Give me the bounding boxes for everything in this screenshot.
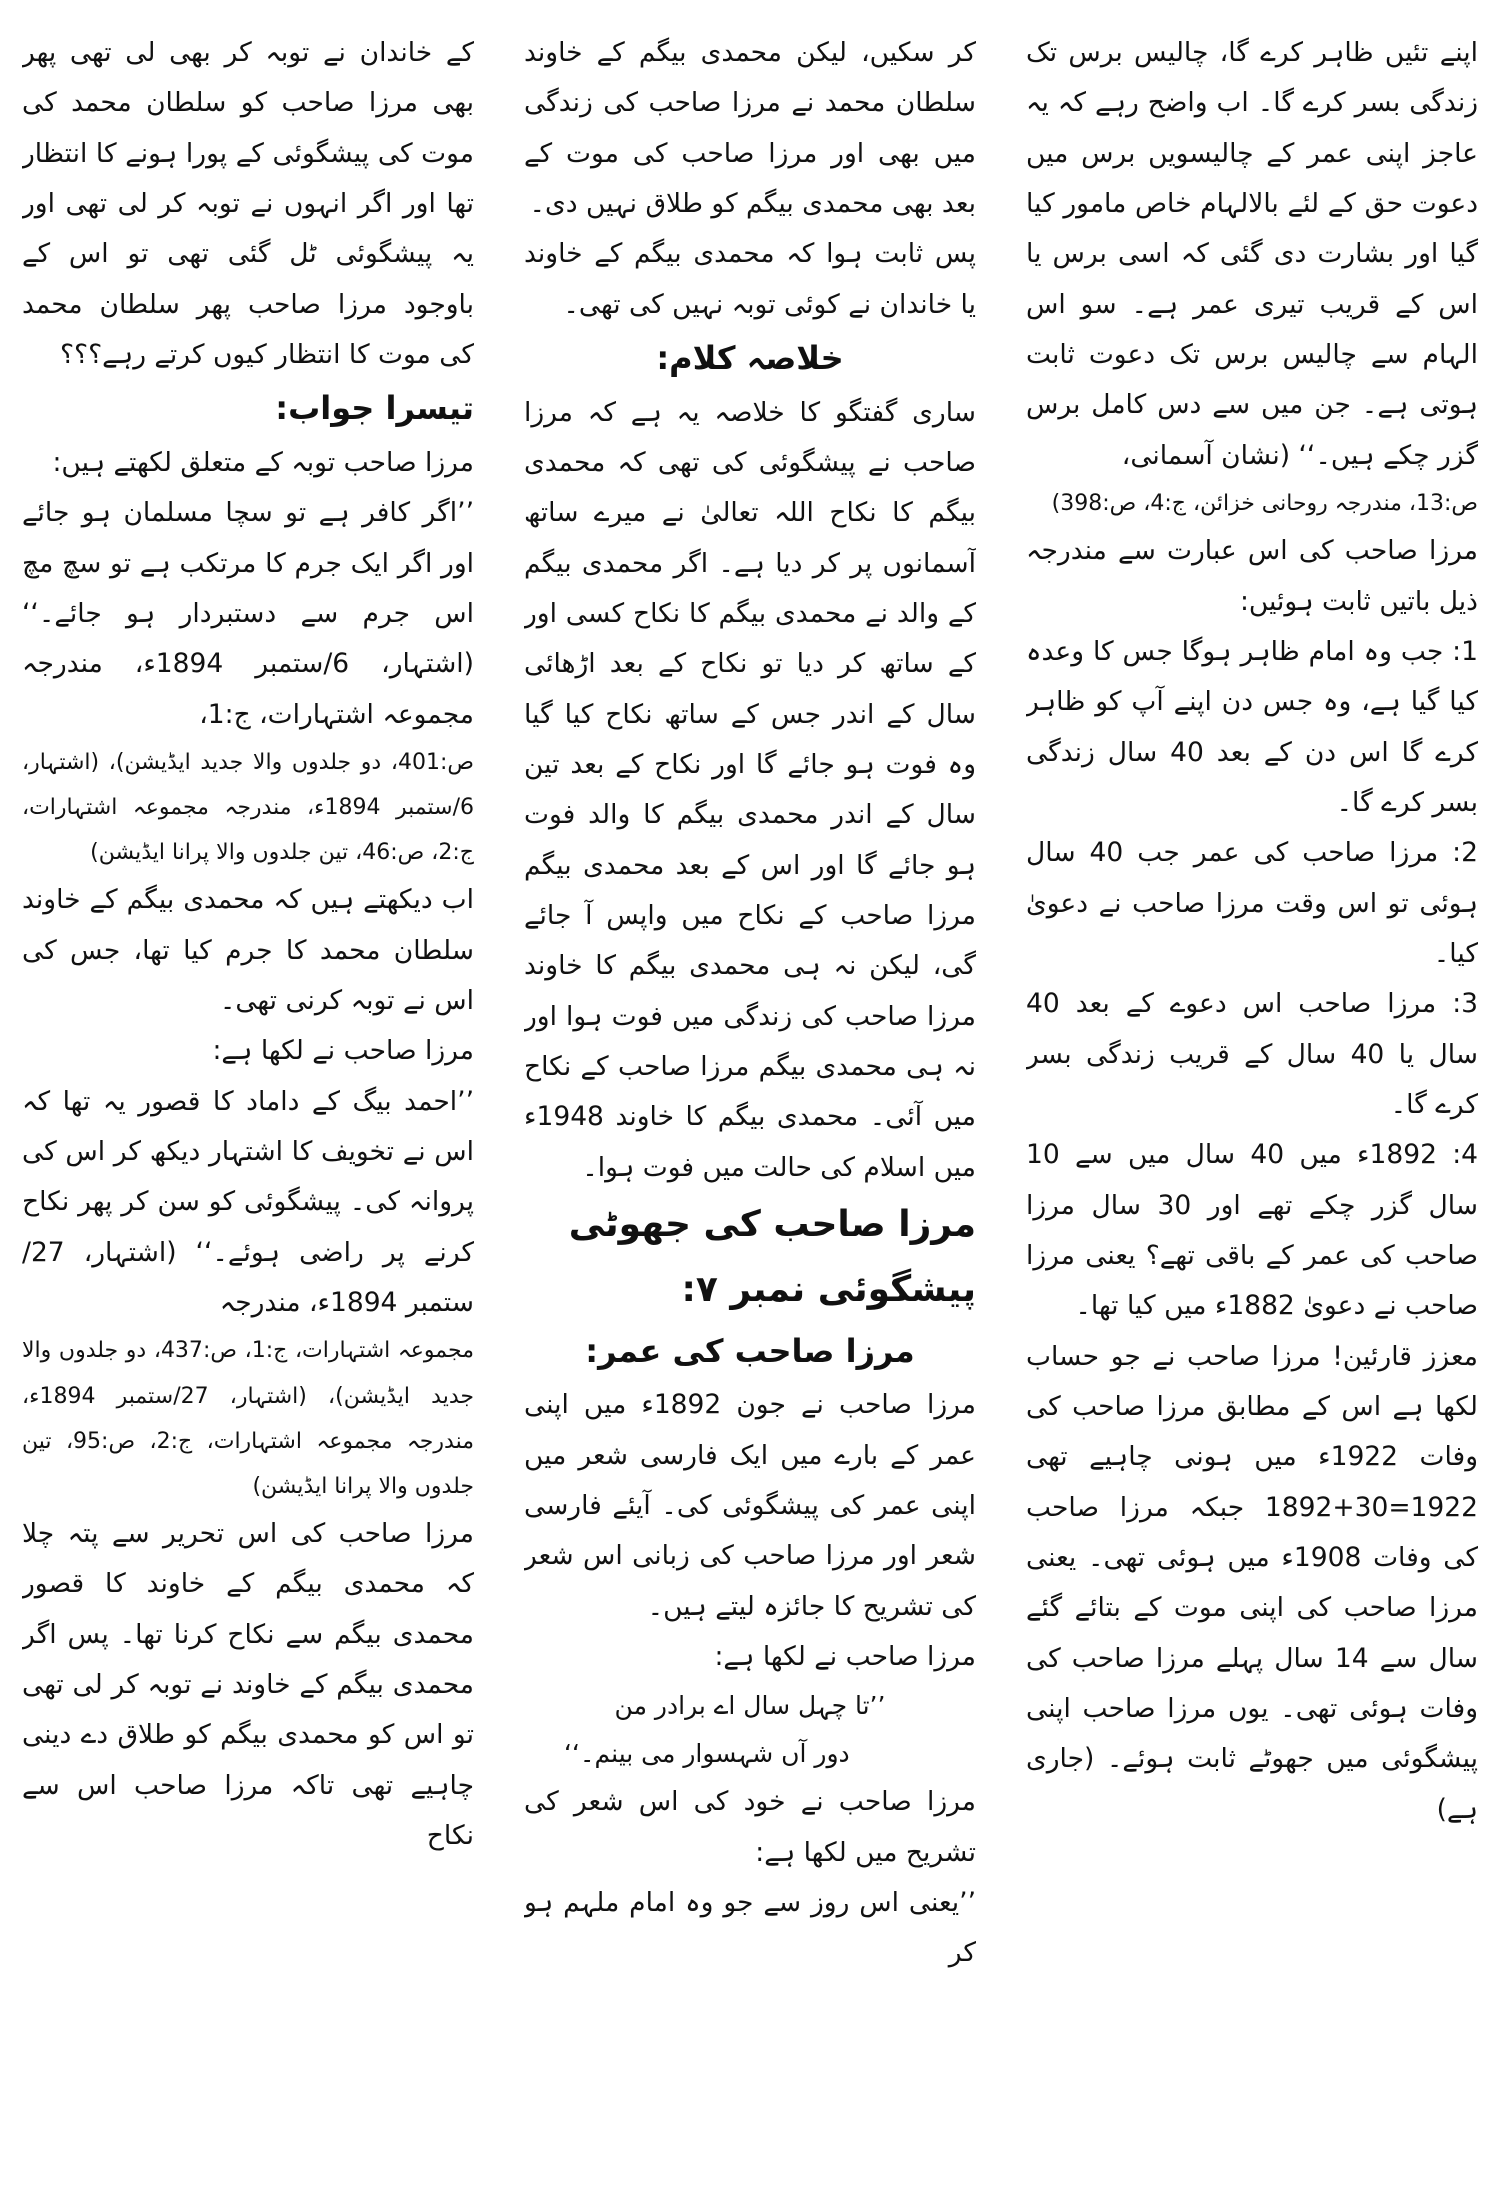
paragraph: مرزا صاحب کی اس تحریر سے پتہ چلا کہ محمدی بیگم کے خاوند کا قصور محمدی بیگم سے نکاح کرنا تھا۔ پس اگر محمدی بیگم کے خاوند نے توبہ کر لی تھی تو اس کو محمدی بیگم کو طلاق دے دینی چاہیے تھی تاکہ مرزا صاحب اس سے نکاح xyxy=(22,1517,474,1851)
paragraph: کے خاندان نے توبہ کر بھی لی تھی پھر بھی مرزا صاحب کو سلطان محمد کی موت کی پیشگوئی کے پورا ہونے کا انتظار تھا اور اگر انہوں نے توبہ کر لی تھی اور یہ پیشگوئی ٹل گئی تھی تو اس کے باوجود مرزا صاحب پھر سلطان محمد کی موت کا انتظار کیوں کرتے رہے؟؟؟ xyxy=(22,37,474,371)
paragraph: مرزا صاحب نے لکھا ہے: xyxy=(714,1641,976,1673)
column-left xyxy=(1026,28,1478,2180)
verse-line: ’’تا چہل سال اے برادر من xyxy=(614,1691,886,1721)
quotation: ’’اگر کافر ہے تو سچا مسلمان ہو جائے اور اگر ایک جرم کا مرتکب ہے تو سچ مچ اس جرم سے دستبردار ہو جائے۔‘‘ (اشتہار، 6/ستمبر 1894ء، مندرجہ مجموعہ اشتہارات، ج:1، xyxy=(22,497,474,730)
paragraph: مرزا صاحب توبہ کے متعلق لکھتے ہیں: xyxy=(52,447,474,478)
column-middle xyxy=(524,28,976,2180)
paragraph: مرزا صاحب نے جون 1892ء میں اپنی عمر کے بارے میں ایک فارسی شعر میں اپنی عمر کی پیشگوئی کی۔ آیئے فارسی شعر اور مرزا صاحب کی زبانی اس شعر کی تشریح کا جائزہ لیتے ہیں۔ xyxy=(524,1389,976,1622)
paragraph: معزز قارئین! مرزا صاحب نے جو حساب لکھا ہے اس کے مطابق مرزا صاحب کی وفات 1922ء میں ہونی چاہیے تھی 1922=30+1892 جبکہ مرزا صاحب کی وفات 1908ء میں ہوئی تھی۔ یعنی مرزا صاحب کی اپنی موت کے بتائے گئے سال سے 14 سال پہلے مرزا صاحب کی وفات ہوئی تھی۔ یوں مرزا صاحب اپنی پیشگوئی میں جھوٹے ثابت ہوئے۔ (جاری ہے) xyxy=(1026,1340,1478,1825)
quotation: اپنے تئیں ظاہر کرے گا، چالیس برس تک زندگی بسر کرے گا۔ اب واضح رہے کہ یہ عاجز اپنی عمر کے چالیسویں برس میں دعوت حق کے لئے بالالہام خاص مامور کیا گیا اور بشارت دی گئی کہ اسی برس یا اس کے قریب تیری عمر ہے۔ سو اس الہام سے چالیس برس تک دعوت ثابت ہوتی ہے۔ جن میں سے دس کامل برس گزر چکے ہیں۔‘‘ (نشان آسمانی، xyxy=(1026,37,1478,471)
verse-line: دور آں شہسوار می بینم۔‘‘ xyxy=(564,1738,850,1768)
list-item: 2: مرزا صاحب کی عمر جب 40 سال ہوئی تو اس وقت مرزا صاحب نے دعویٰ کیا۔ xyxy=(1026,837,1478,969)
quotation: ’’یعنی اس روز سے جو وہ امام ملہم ہو کر xyxy=(524,1887,976,1969)
section-heading: تیسرا جواب: xyxy=(275,389,474,428)
column-right xyxy=(22,28,474,2180)
paragraph: پس ثابت ہوا کہ محمدی بیگم کے خاوند یا خاندان نے کوئی توبہ نہیں کی تھی۔ xyxy=(524,238,976,320)
list-item: 4: 1892ء میں 40 سال میں سے 10 سال گزر چکے تھے اور 30 سال مرزا صاحب کی عمر کے باقی تھے؟ یعنی مرزا صاحب نے دعویٰ 1882ء میں کیا تھا۔ xyxy=(1026,1139,1478,1322)
paragraph: مرزا صاحب نے خود کی اس شعر کی تشریح میں لکھا ہے: xyxy=(524,1786,976,1868)
paragraph: ساری گفتگو کا خلاصہ یہ ہے کہ مرزا صاحب نے پیشگوئی کی تھی کہ محمدی بیگم کا نکاح اللہ تعالیٰ نے میرے ساتھ آسمانوں پر کر دیا ہے۔ اگر محمدی بیگم کے والد نے محمدی بیگم کا نکاح کسی اور کے ساتھ کر دیا تو نکاح کے بعد اڑھائی سال کے اندر جس کے ساتھ نکاح کیا گیا وہ فوت ہو جائے گا اور نکاح کے بعد تین سال کے اندر محمدی بیگم کا والد فوت ہو جائے گا اور اس کے بعد محمدی بیگم مرزا صاحب کے نکاح میں واپس آ جائے گی، لیکن نہ ہی محمدی بیگم کا خاوند مرزا صاحب کی زندگی میں فوت ہوا اور نہ ہی محمدی بیگم مرزا صاحب کے نکاح میں آئی۔ محمدی بیگم کا خاوند 1948ء میں اسلام کی حالت میں فوت ہوا۔ xyxy=(524,396,976,1183)
paragraph: مرزا صاحب کی اس عبارت سے مندرجہ ذیل باتیں ثابت ہوئیں: xyxy=(1026,535,1478,617)
list-item: 3: مرزا صاحب اس دعوے کے بعد 40 سال یا 40 سال کے قریب زندگی بسر کرے گا۔ xyxy=(1026,988,1478,1120)
list-item: 1: جب وہ امام ظاہر ہوگا جس کا وعدہ کیا گیا ہے، وہ جس دن اپنے آپ کو ظاہر کرے گا اس دن کے بعد 40 سال زندگی بسر کرے گا۔ xyxy=(1026,635,1478,818)
citation: ص:401، دو جلدوں والا جدید ایڈیشن)، (اشتہار، 6/ستمبر 1894ء، مندرجہ مجموعہ اشتہارات، ج:2، ص:46، تین جلدوں والا پرانا ایڈیشن) xyxy=(22,750,474,866)
section-heading: خلاصہ کلام: xyxy=(656,339,844,378)
paragraph: اب دیکھتے ہیں کہ محمدی بیگم کے خاوند سلطان محمد کا جرم کیا تھا، جس کی اس نے توبہ کرنی تھی۔ xyxy=(22,884,474,1017)
article-heading: مرزا صاحب کی جھوٹی پیشگوئی نمبر ۷: xyxy=(568,1204,976,1310)
paragraph: کر سکیں، لیکن محمدی بیگم کے خاوند سلطان محمد نے مرزا صاحب کی زندگی میں بھی اور مرزا صاحب کی موت کے بعد بھی محمدی بیگم کو طلاق نہیں دی۔ xyxy=(524,37,976,220)
citation: ص:13، مندرجہ روحانی خزائن، ج:4، ص:398) xyxy=(1051,491,1478,517)
section-heading: مرزا صاحب کی عمر: xyxy=(585,1331,915,1370)
citation: مجموعہ اشتہارات، ج:1، ص:437، دو جلدوں والا جدید ایڈیشن)، (اشتہار، 27/ستمبر 1894ء، مندرجہ مجموعہ اشتہارات، ج:2، ص:95، تین جلدوں والا پرانا ایڈیشن) xyxy=(22,1338,474,1499)
paragraph: مرزا صاحب نے لکھا ہے: xyxy=(212,1035,474,1067)
quotation: ’’احمد بیگ کے داماد کا قصور یہ تھا کہ اس نے تخویف کا اشتہار دیکھ کر اس کی پروانہ کی۔ پیشگوئی کو سن کر پھر نکاح کرنے پر راضی ہوئے۔‘‘ (اشتہار، 27/ستمبر 1894ء، مندرجہ xyxy=(22,1085,474,1319)
